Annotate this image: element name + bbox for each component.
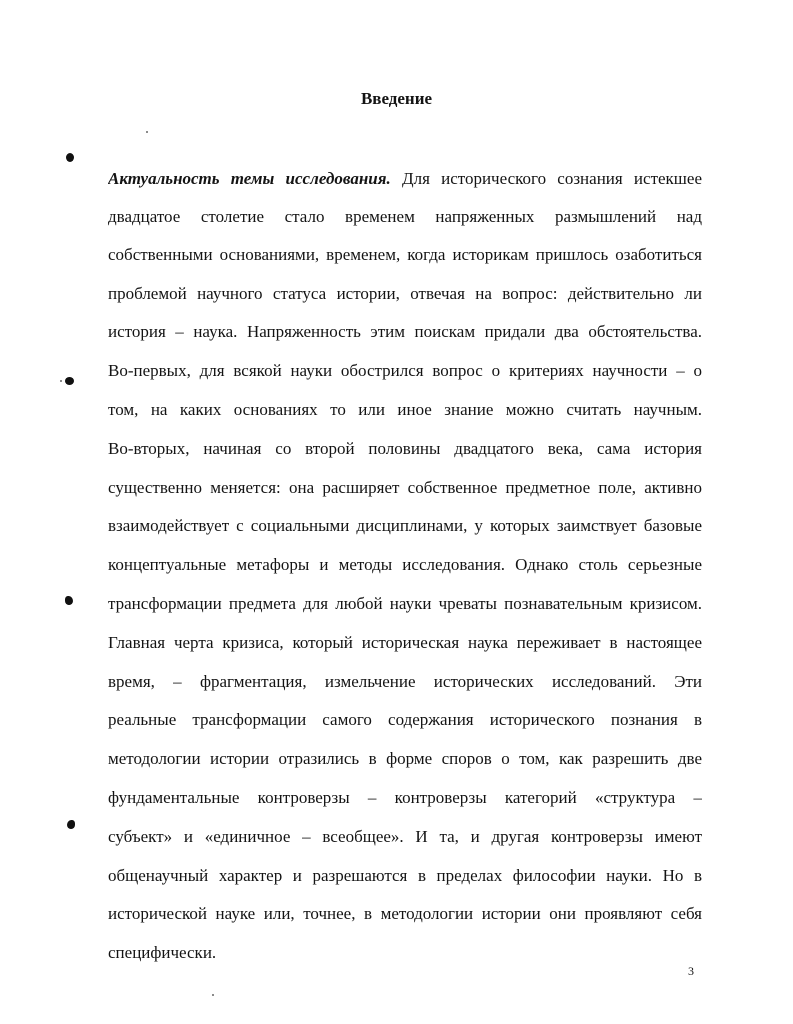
paragraph-line: том, на каких основаниях то или иное знание можно считать научным. <box>108 400 702 419</box>
scan-speck <box>60 380 62 382</box>
paragraph-line: проблемой научного статуса истории, отвечая на вопрос: действительно ли <box>108 284 702 303</box>
paragraph-line: двадцатое столетие стало временем напряженных размышлений над <box>108 207 702 226</box>
binder-hole-mark <box>67 820 75 829</box>
lead-phrase: Актуальность темы исследования. <box>108 169 391 188</box>
paragraph-line: концептуальные метафоры и методы исследования. Однако столь серьезные <box>108 555 702 574</box>
binder-hole-mark <box>65 596 73 605</box>
paragraph-line: Во-первых, для всякой науки обострился вопрос о критериях научности – о <box>108 361 702 380</box>
paragraph-line: специфически. <box>108 943 217 962</box>
paragraph-line: существенно меняется: она расширяет собственное предметное поле, активно <box>108 478 702 497</box>
paragraph-line: общенаучный характер и разрешаются в пределах философии науки. Но в <box>108 866 702 885</box>
paragraph-line: Во-вторых, начиная со второй половины двадцатого века, сама история <box>108 439 702 458</box>
scan-speck <box>212 994 214 996</box>
page-title: Введение <box>360 89 433 108</box>
paragraph-line: субъект» и «единичное – всеобщее». И та, и другая контроверзы имеют <box>108 827 702 846</box>
paragraph-line <box>108 168 702 190</box>
paragraph-line: трансформации предмета для любой науки чреваты познавательным кризисом. <box>108 594 702 613</box>
paragraph-line: Главная черта кризиса, который историческая наука переживает в настоящее <box>108 633 702 652</box>
paragraph-line: реальные трансформации самого содержания исторического познания в <box>108 710 702 729</box>
binder-hole-mark <box>65 377 74 385</box>
page-number: 3 <box>688 964 694 978</box>
scan-speck <box>146 131 148 133</box>
paragraph-line: время, – фрагментация, измельчение исторических исследований. Эти <box>108 672 702 691</box>
paragraph-line: взаимодействует с социальными дисциплинами, у которых заимствует базовые <box>108 516 702 535</box>
line-text: Для исторического сознания истекшее <box>390 169 702 188</box>
paragraph-line: собственными основаниями, временем, когда историкам пришлось озаботиться <box>108 245 702 264</box>
paragraph-line: фундаментальные контроверзы – контроверзы категорий «структура – <box>108 788 702 807</box>
paragraph-line: исторической науке или, точнее, в методологии истории они проявляют себя <box>108 904 702 923</box>
paragraph-line: история – наука. Напряженность этим поискам придали два обстоятельства. <box>108 322 702 341</box>
paragraph-line: методологии истории отразились в форме споров о том, как разрешить две <box>108 749 702 768</box>
binder-hole-mark <box>66 153 74 162</box>
